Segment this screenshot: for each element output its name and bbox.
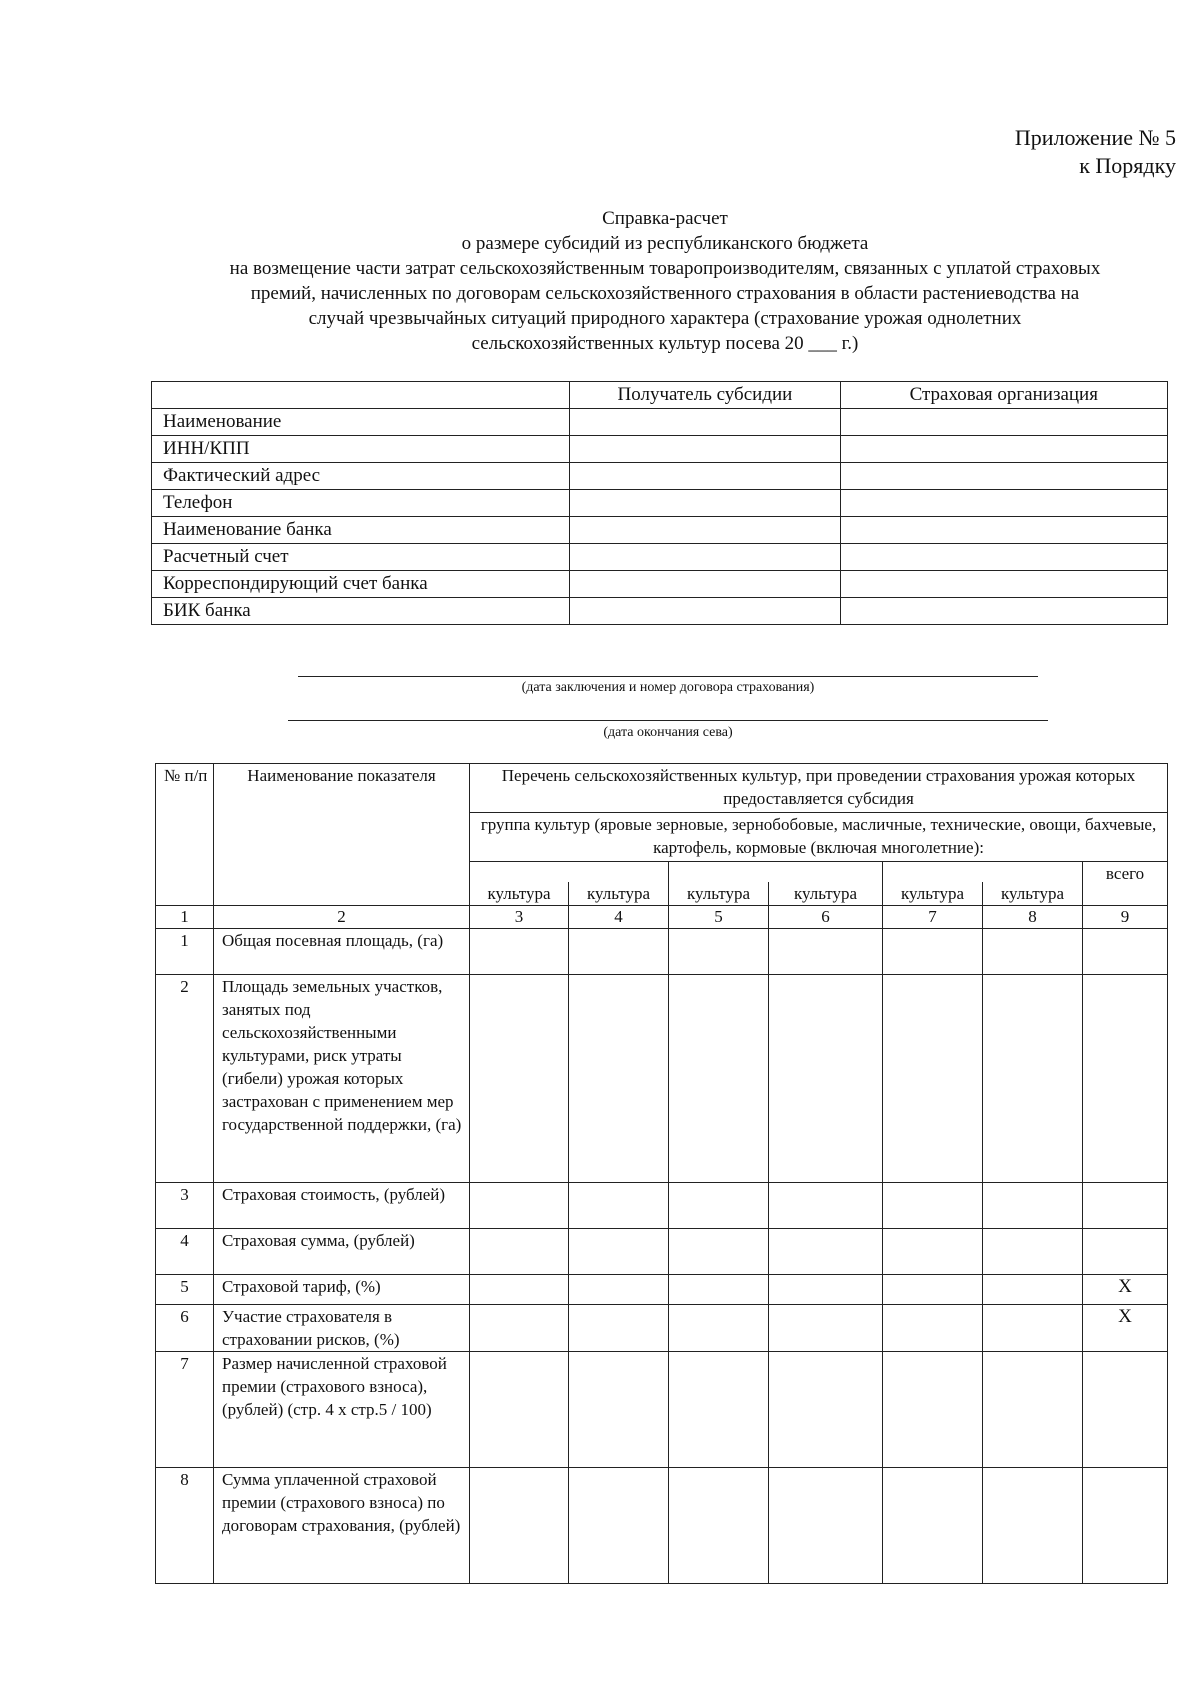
value-cell[interactable] [983,1229,1083,1275]
value-cell[interactable] [669,1229,769,1275]
crop-subgroup-cell[interactable] [883,862,1083,883]
column-number: 6 [769,906,883,929]
insurer-cell[interactable] [840,571,1167,598]
crop-column-header: культура [883,882,983,906]
table-row [156,1275,1168,1305]
requisites-row [152,463,1168,490]
value-cell[interactable] [883,1352,983,1468]
value-cell[interactable] [983,975,1083,1183]
insurer-cell[interactable] [840,490,1167,517]
insurer-cell[interactable] [840,463,1167,490]
column-number: 8 [983,906,1083,929]
indicator-name: Площадь земельных участков, занятых под сельскохозяйственными культурами, риск утраты (гибели) урожая которых застрахован с применением мер государственной поддержки, (га) [214,975,470,1183]
row-number: 2 [156,975,214,1183]
insurer-cell[interactable] [840,409,1167,436]
column-number: 5 [669,906,769,929]
value-cell[interactable] [983,1305,1083,1352]
value-cell[interactable] [669,1468,769,1584]
value-cell[interactable] [883,929,983,975]
value-cell[interactable] [569,1183,669,1229]
indicator-name: Размер начисленной страховой премии (страхового взноса), (рублей) (стр. 4 х стр.5 / 100) [214,1352,470,1468]
column-number: 4 [569,906,669,929]
recipient-cell[interactable] [570,598,840,625]
insurer-cell[interactable] [840,436,1167,463]
crop-group-header: группа культур (яровые зерновые, зернобобовые, масличные, технические, овощи, бахчевые, картофель, кормовые (включая многолетние): [470,813,1168,862]
total-cell: Х [1083,1305,1168,1352]
requisites-row [152,544,1168,571]
recipient-cell[interactable] [570,544,840,571]
requisites-label: Наименование [152,409,570,436]
value-cell[interactable] [569,1305,669,1352]
row-number: 3 [156,1183,214,1229]
crop-column-header: культура [470,882,569,906]
value-cell[interactable] [669,975,769,1183]
recipient-cell[interactable] [570,517,840,544]
requisites-header-empty [152,382,570,409]
requisites-table [151,381,1168,625]
recipient-cell[interactable] [570,436,840,463]
table-row [156,929,1168,975]
value-cell[interactable] [470,929,569,975]
value-cell[interactable] [470,1183,569,1229]
value-cell[interactable] [883,1468,983,1584]
recipient-cell[interactable] [570,490,840,517]
crop-column-header: культура [569,882,669,906]
requisites-label: Корреспондирующий счет банка [152,571,570,598]
value-cell[interactable] [470,1305,569,1352]
table-row [156,975,1168,1183]
row-number: 5 [156,1275,214,1305]
total-cell: Х [1083,1275,1168,1305]
number-header: № п/п [156,764,214,906]
insurer-cell[interactable] [840,517,1167,544]
recipient-cell[interactable] [570,463,840,490]
document-title [140,206,1190,356]
value-cell[interactable] [569,975,669,1183]
column-number: 7 [883,906,983,929]
value-cell[interactable] [470,1468,569,1584]
indicator-name: Общая посевная площадь, (га) [214,929,470,975]
value-cell[interactable] [769,1183,883,1229]
value-cell[interactable] [569,1352,669,1468]
value-cell[interactable] [983,1468,1083,1584]
total-cell[interactable] [1083,1183,1168,1229]
crop-list-header: Перечень сельскохозяйственных культур, при проведении страхования урожая которых предоставляется субсидия [470,764,1168,813]
table-row [156,1229,1168,1275]
indicator-name: Участие страхователя в страховании рисков, (%) [214,1305,470,1352]
table-row [156,1352,1168,1468]
requisites-row [152,490,1168,517]
table-row [156,1183,1168,1229]
row-number: 1 [156,929,214,975]
value-cell[interactable] [669,929,769,975]
value-cell[interactable] [569,929,669,975]
total-cell[interactable] [1083,1352,1168,1468]
sowing-end-date-line[interactable] [288,720,1048,721]
title-line-4: премий, начисленных по договорам сельскохозяйственного страхования в области растениеводства на [250,283,1080,304]
requisites-row [152,436,1168,463]
value-cell[interactable] [569,1229,669,1275]
value-cell[interactable] [470,975,569,1183]
column-number: 9 [1083,906,1168,929]
value-cell[interactable] [769,1305,883,1352]
value-cell[interactable] [470,1229,569,1275]
table-row [156,1305,1168,1352]
row-number: 8 [156,1468,214,1584]
requisites-row [152,409,1168,436]
value-cell[interactable] [983,1183,1083,1229]
indicator-name: Страховой тариф, (%) [214,1275,470,1305]
indicator-name: Страховая сумма, (рублей) [214,1229,470,1275]
total-cell[interactable] [1083,1468,1168,1584]
contract-date-caption: (дата заключения и номер договора страхования) [521,680,815,695]
insurer-cell[interactable] [840,544,1167,571]
recipient-cell[interactable] [570,571,840,598]
calculation-table [155,763,1168,1584]
value-cell[interactable] [470,1275,569,1305]
crop-column-header: культура [669,882,769,906]
row-number: 7 [156,1352,214,1468]
table-row [156,1468,1168,1584]
recipient-cell[interactable] [570,409,840,436]
value-cell[interactable] [983,929,1083,975]
title-line-1: Справка-расчет [602,208,728,229]
column-number: 1 [156,906,214,929]
column-number: 3 [470,906,569,929]
table-header-row [156,764,1168,813]
requisites-label: ИНН/КПП [152,436,570,463]
appendix-reference: к Порядку [1079,153,1176,178]
appendix-number: Приложение № 5 [1014,125,1176,150]
indicator-name: Страховая стоимость, (рублей) [214,1183,470,1229]
requisites-label: Наименование банка [152,517,570,544]
indicator-name: Сумма уплаченной страховой премии (страхового взноса) по договорам страхования, (рублей) [214,1468,470,1584]
insurer-cell[interactable] [840,598,1167,625]
total-header: всего [1083,862,1168,906]
total-cell[interactable] [1083,1229,1168,1275]
value-cell[interactable] [669,1183,769,1229]
column-number-row [156,906,1168,929]
value-cell[interactable] [983,1352,1083,1468]
appendix-header [1015,124,1176,180]
value-cell[interactable] [883,1275,983,1305]
crop-subgroup-cell[interactable] [470,862,669,883]
total-cell[interactable] [1083,975,1168,1183]
requisites-label: Телефон [152,490,570,517]
requisites-row [152,571,1168,598]
crop-column-header: культура [769,882,883,906]
row-number: 6 [156,1305,214,1352]
value-cell[interactable] [569,1468,669,1584]
value-cell[interactable] [769,1229,883,1275]
value-cell[interactable] [883,1183,983,1229]
value-cell[interactable] [983,1275,1083,1305]
sowing-end-date-caption: (дата окончания сева) [603,725,733,740]
value-cell[interactable] [883,975,983,1183]
value-cell[interactable] [669,1352,769,1468]
indicator-header: Наименование показателя [214,764,470,906]
value-cell[interactable] [470,1352,569,1468]
value-cell[interactable] [769,975,883,1183]
value-cell[interactable] [883,1305,983,1352]
crop-column-header: культура [983,882,1083,906]
row-number: 4 [156,1229,214,1275]
total-cell[interactable] [1083,929,1168,975]
contract-date-line[interactable] [298,676,1038,677]
crop-subgroup-cell[interactable] [669,862,883,883]
value-cell[interactable] [569,1275,669,1305]
value-cell[interactable] [669,1305,769,1352]
value-cell[interactable] [769,1468,883,1584]
requisites-row [152,517,1168,544]
value-cell[interactable] [769,1275,883,1305]
title-line-2: о размере субсидий из республиканского бюджета [461,233,869,254]
insurer-header: Страховая организация [840,382,1167,409]
value-cell[interactable] [769,1352,883,1468]
title-line-3: на возмещение части затрат сельскохозяйственным товаропроизводителям, связанных с уплатой страховых [229,258,1101,279]
requisites-label: БИК банка [152,598,570,625]
title-line-5: случай чрезвычайных ситуаций природного характера (страхование урожая однолетних [308,308,1022,329]
value-cell[interactable] [883,1229,983,1275]
requisites-label: Расчетный счет [152,544,570,571]
title-line-6: сельскохозяйственных культур посева 20 ___ г.) [471,333,859,354]
value-cell[interactable] [769,929,883,975]
value-cell[interactable] [669,1275,769,1305]
recipient-header: Получатель субсидии [570,382,840,409]
requisites-header-row [152,382,1168,409]
requisites-row [152,598,1168,625]
requisites-label: Фактический адрес [152,463,570,490]
column-number: 2 [214,906,470,929]
